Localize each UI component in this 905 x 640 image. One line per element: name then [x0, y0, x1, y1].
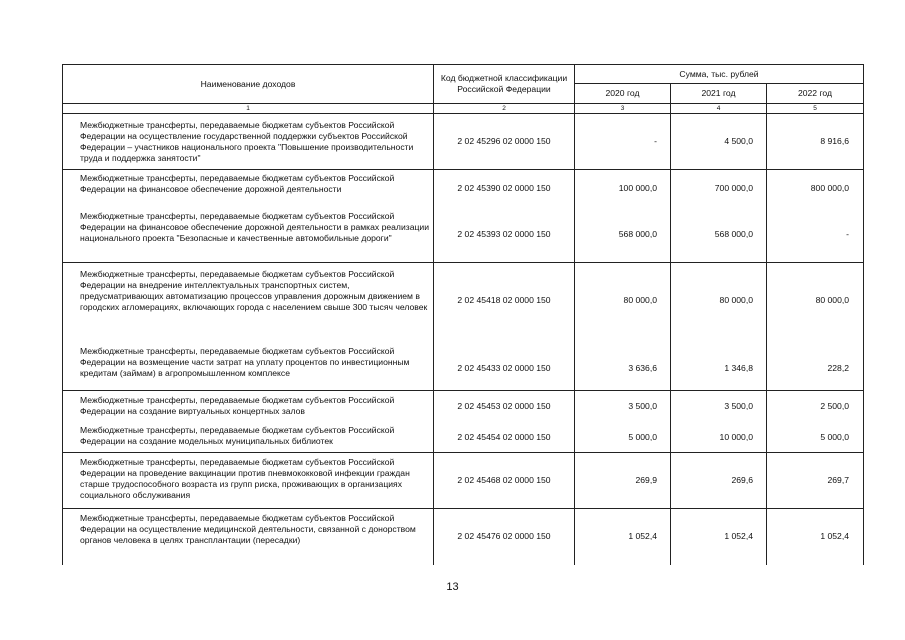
- row-value-2022: 8 916,6: [767, 114, 864, 170]
- header-row-top: [63, 65, 864, 84]
- row-value-2021: 1 052,4: [671, 509, 767, 565]
- row-name: Межбюджетные трансферты, передаваемые бюджетам субъектов Российской Федерации на создание модельных муниципальных библиотек: [63, 423, 434, 453]
- row-code: 2 02 45468 02 0000 150: [434, 453, 575, 509]
- column-number-row: [63, 104, 864, 114]
- row-value-2021: 700 000,0: [671, 170, 767, 208]
- row-value-2022: 800 000,0: [767, 170, 864, 208]
- row-code: 2 02 45393 02 0000 150: [434, 208, 575, 263]
- column-number: 3: [575, 104, 671, 114]
- row-code: 2 02 45418 02 0000 150: [434, 263, 575, 339]
- row-code: 2 02 45296 02 0000 150: [434, 114, 575, 170]
- row-name: Межбюджетные трансферты, передаваемые бюджетам субъектов Российской Федерации на финансовое обеспечение дорожной деятельности в рамках реализации национального проекта "Безопасные и качественные автомобильные дороги": [63, 208, 434, 263]
- row-value-2021: 1 346,8: [671, 339, 767, 391]
- row-value-2022: 228,2: [767, 339, 864, 391]
- row-value-2020: 3 500,0: [575, 391, 671, 423]
- row-value-2021: 80 000,0: [671, 263, 767, 339]
- row-name: Межбюджетные трансферты, передаваемые бюджетам субъектов Российской Федерации на проведение вакцинации против пневмококковой инфекции граждан старше трудоспособного возраста из групп риска, проживающих в организациях социального обслуживания: [63, 453, 434, 509]
- row-name: Межбюджетные трансферты, передаваемые бюджетам субъектов Российской Федерации на осуществление государственной поддержки субъектов Российской Федерации – участников национального проекта "Повышение производительности труда и поддержка занятости": [63, 114, 434, 170]
- table-row: [63, 339, 864, 391]
- row-code: 2 02 45390 02 0000 150: [434, 170, 575, 208]
- row-name: Межбюджетные трансферты, передаваемые бюджетам субъектов Российской Федерации на осуществление медицинской деятельности, связанной с донорством органов человека в целях трансплантации (пересадки): [63, 509, 434, 565]
- header-code: Код бюджетной классификации Российской Федерации: [434, 65, 575, 104]
- column-number: 5: [767, 104, 864, 114]
- row-value-2022: 80 000,0: [767, 263, 864, 339]
- column-number: 1: [63, 104, 434, 114]
- row-code: 2 02 45453 02 0000 150: [434, 391, 575, 423]
- row-value-2022: 269,7: [767, 453, 864, 509]
- row-value-2020: 3 636,6: [575, 339, 671, 391]
- revenue-table: [62, 64, 864, 565]
- row-value-2022: 2 500,0: [767, 391, 864, 423]
- row-value-2020: -: [575, 114, 671, 170]
- row-name: Межбюджетные трансферты, передаваемые бюджетам субъектов Российской Федерации на возмещение части затрат на уплату процентов по инвестиционным кредитам (займам) в агропромышленном комплексе: [63, 339, 434, 391]
- row-value-2020: 100 000,0: [575, 170, 671, 208]
- row-value-2021: 3 500,0: [671, 391, 767, 423]
- table-row: [63, 453, 864, 509]
- table-row: [63, 509, 864, 565]
- table-row: [63, 208, 864, 263]
- row-value-2022: -: [767, 208, 864, 263]
- row-value-2021: 10 000,0: [671, 423, 767, 453]
- column-number: 4: [671, 104, 767, 114]
- row-value-2020: 269,9: [575, 453, 671, 509]
- row-value-2020: 568 000,0: [575, 208, 671, 263]
- row-value-2021: 4 500,0: [671, 114, 767, 170]
- row-value-2021: 568 000,0: [671, 208, 767, 263]
- table-row: [63, 423, 864, 453]
- row-name: Межбюджетные трансферты, передаваемые бюджетам субъектов Российской Федерации на внедрение интеллектуальных транспортных систем, предусматривающих автоматизацию процессов управления дорожным движением в городских агломерациях, включающих города с населением свыше 300 тысяч человек: [63, 263, 434, 339]
- row-name: Межбюджетные трансферты, передаваемые бюджетам субъектов Российской Федерации на создание виртуальных концертных залов: [63, 391, 434, 423]
- row-value-2020: 5 000,0: [575, 423, 671, 453]
- row-value-2022: 5 000,0: [767, 423, 864, 453]
- row-value-2020: 1 052,4: [575, 509, 671, 565]
- row-code: 2 02 45433 02 0000 150: [434, 339, 575, 391]
- row-value-2022: 1 052,4: [767, 509, 864, 565]
- table-row: [63, 114, 864, 170]
- row-code: 2 02 45476 02 0000 150: [434, 509, 575, 565]
- table-row: [63, 391, 864, 423]
- row-value-2020: 80 000,0: [575, 263, 671, 339]
- header-name: Наименование доходов: [63, 65, 434, 104]
- table-row: [63, 170, 864, 208]
- row-value-2021: 269,6: [671, 453, 767, 509]
- row-name: Межбюджетные трансферты, передаваемые бюджетам субъектов Российской Федерации на финансовое обеспечение дорожной деятельности: [63, 170, 434, 208]
- header-year-2021: 2021 год: [671, 84, 767, 104]
- table-row: [63, 263, 864, 339]
- header-sum: Сумма, тыс. рублей: [575, 65, 864, 84]
- page-number: 13: [446, 581, 459, 593]
- column-number: 2: [434, 104, 575, 114]
- row-code: 2 02 45454 02 0000 150: [434, 423, 575, 453]
- header-year-2020: 2020 год: [575, 84, 671, 104]
- header-year-2022: 2022 год: [767, 84, 864, 104]
